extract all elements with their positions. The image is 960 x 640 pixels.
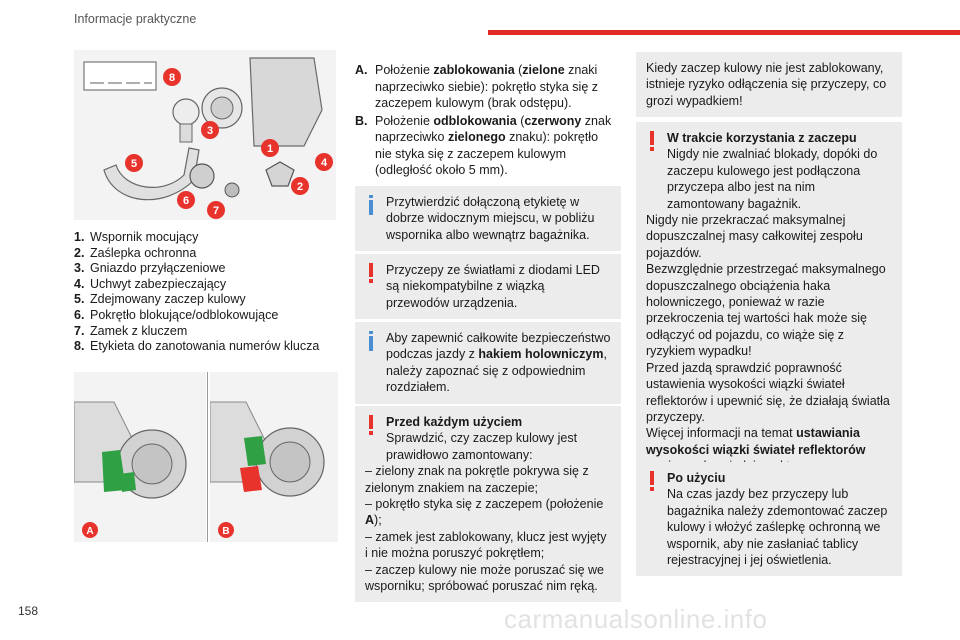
page-number: 158 xyxy=(18,604,39,618)
page-header-title: Informacje praktyczne xyxy=(74,12,197,26)
position-a-description: A. Położenie zablokowania (zielone znaki naprzeciwko siebie): pokrętło styka się z zaczepem kulowym (brak odstępu). xyxy=(355,63,599,110)
callout-5 xyxy=(125,154,143,172)
position-descriptions xyxy=(355,62,617,180)
svg-text:7: 7 xyxy=(212,205,220,217)
locked-position-illustration xyxy=(74,372,206,542)
svg-text:6: 6 xyxy=(182,195,190,207)
during-use-warning: W trakcie korzystania z zaczepu Nigdy nie zwalniać blokady, dopóki do zaczepu kulowego jest podłączona przyczepa albo jest na nim zamontowany bagażnik. Nigdy nie przekraczać maksymalnej dopuszczalnej masy całkowitej zespołu pojazdów. Bezwzględnie przestrzegać maksymalnego dopuszczalnego obciążenia haka holowniczego, ponieważ w razie przekroczenia tej wartości hak może się odłączyć od pojazdu, co wiąże się z ryzykiem wypadku! Przed jazdą sprawdzić poprawność ustawienia wysokości wiązki świateł reflektorów i upewnić się, że działają światła przyczepy. Więcej informacji na temat ustawiania wysokości wiązki świateł reflektorów xyxy=(636,122,902,483)
parts-legend xyxy=(74,230,319,355)
callout-3 xyxy=(201,121,219,139)
watermark: carmanualsonline.info xyxy=(504,604,768,634)
paragraph: Bezwzględnie przestrzegać maksymalnego dopuszczalnego obciążenia haka holowniczego, ponieważ w razie przekroczenia tej wartości hak może się odłączyć od pojazdu, co wiąże się z ryzykiem wypadku! xyxy=(646,262,886,359)
unlocked-position-illustration xyxy=(210,372,338,542)
header-accent-bar xyxy=(488,30,960,35)
check-item: – zaczep kulowy nie może poruszać się we wsporniku; spróbować poruszać nim ręką. xyxy=(365,562,605,594)
info-icon xyxy=(365,195,377,215)
check-item: – pokrętło styka się z zaczepem (położenie A); xyxy=(365,497,604,528)
info-icon xyxy=(365,331,377,351)
figure-divider xyxy=(207,372,208,542)
after-use-warning: Po użyciu Na czas jazdy bez przyczepy lub bagażnika należy zdemontować zaczep kulowy i włożyć zaślepkę ochronną we wspornik, aby nie zasłaniać tablicy rejestracyjnej i jej oświetlenia. xyxy=(636,462,902,576)
svg-text:8: 8 xyxy=(168,72,176,84)
legend-item: 3. Gniazdo przyłączeniowe xyxy=(74,261,226,276)
check-item: – zamek jest zablokowany, klucz jest wyjęty i nie można poruszyć pokrętłem; xyxy=(365,529,607,561)
svg-text:3: 3 xyxy=(206,125,214,137)
position-b-badge xyxy=(218,522,234,538)
svg-text:4: 4 xyxy=(320,157,328,169)
callout-4 xyxy=(315,153,333,171)
callout-1 xyxy=(261,139,279,157)
warning-icon xyxy=(365,263,377,283)
warning-icon xyxy=(365,415,377,435)
callout-8 xyxy=(163,68,181,86)
legend-item: 4. Uchwyt zabezpieczający xyxy=(74,276,227,291)
check-item: – zielony znak na pokrętle pokrywa się z zielonym znakiem na zaczepie; xyxy=(365,464,589,495)
legend-item: 1. Wspornik mocujący xyxy=(74,230,199,244)
legend-item: 6. Pokrętło blokujące/odblokowujące xyxy=(74,307,279,322)
label-info-note: Przytwierdzić dołączoną etykietę w dobrze widocznym miejscu, w pobliżu wspornika albo wewnątrz bagażnika. xyxy=(355,186,621,251)
svg-text:1: 1 xyxy=(266,143,274,155)
tow-hitch-illustration xyxy=(74,50,336,220)
before-use-warning: Przed każdym użyciem Sprawdzić, czy zaczep kulowy jest prawidłowo zamontowany: – zielony znak na pokrętle pokrywa się z zielonym znakiem na zaczepie; – pokrętło styka się z zaczepem (położenie A); – zamek jest zablokowany, klucz jest wyjęty i nie można poruszyć pokrętłem; – zaczep kulowy nie może poruszać się we wsporniku; spróbować poruszać nim ręką. xyxy=(355,406,621,602)
paragraph: Więcej informacji na temat ustawiania wysokości wiązki świateł reflektorów xyxy=(646,426,866,457)
callout-6 xyxy=(177,191,195,209)
legend-item: 2. Zaślepka ochronna xyxy=(74,245,197,260)
legend-item: 7. Zamek z kluczem xyxy=(74,323,188,338)
legend-item: 5. Zdejmowany zaczep kulowy xyxy=(74,292,246,307)
svg-text:B: B xyxy=(222,526,230,537)
legend-item: 8. Etykieta do zanotowania numerów klucza xyxy=(74,339,320,354)
paragraph: Nigdy nie przekraczać maksymalnej dopuszczalnej masy całkowitej zespołu pojazdów. xyxy=(646,213,863,260)
svg-text:5: 5 xyxy=(130,158,138,170)
warning-icon xyxy=(646,131,658,151)
paragraph: Przed jazdą sprawdzić poprawność ustawienia wysokości wiązki świateł reflektorów i upewnić się, że działają światła przyczepy. xyxy=(646,360,890,424)
not-locked-note: Kiedy zaczep kulowy nie jest zablokowany, istnieje ryzyko odłączenia się przyczepy, co grozi wypadkiem! xyxy=(636,52,902,117)
warning-icon xyxy=(646,471,658,491)
led-warning-note: Przyczepy ze światłami z diodami LED są niekompatybilne z wiązką przewodów urządzenia. xyxy=(355,254,621,319)
svg-text:A: A xyxy=(86,526,94,537)
position-b-description: B. Położenie odblokowania (czerwony znak naprzeciwko zielonego znaku): pokrętło nie styka się z zaczepem kulowym (odległość około 5 mm). xyxy=(355,113,612,177)
safety-info-note: Aby zapewnić całkowite bezpieczeństwo podczas jazdy z hakiem holowniczym, należy zapoznać się z odpowiednim rozdziałem. xyxy=(355,322,621,404)
callout-2 xyxy=(291,177,309,195)
svg-text:2: 2 xyxy=(296,181,304,193)
position-a-badge xyxy=(82,522,98,538)
callout-7 xyxy=(207,201,225,219)
